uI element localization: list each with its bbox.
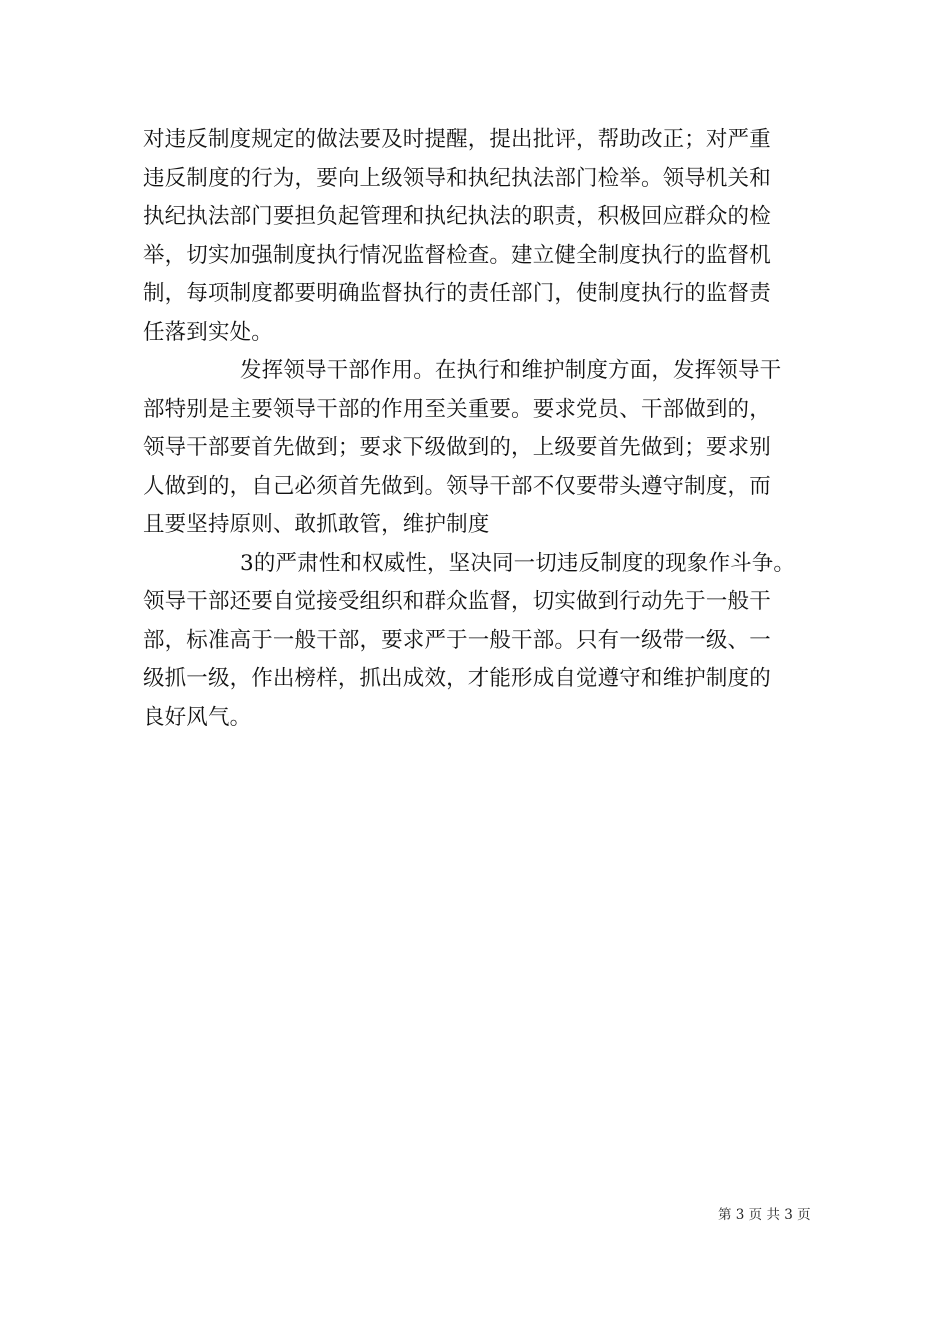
text-line: 执纪执法部门要担负起管理和执纪执法的职责，积极回应群众的检 <box>143 204 771 229</box>
text-line: 级抓一级，作出榜样，抓出成效，才能形成自觉遵守和维护制度的 <box>143 666 771 691</box>
body-text <box>143 121 813 737</box>
text-line: 且要坚持原则、敢抓敢管，维护制度 <box>143 512 490 537</box>
text-line: 任落到实处。 <box>143 319 273 345</box>
text-line: 人做到的，自己必须首先做到。领导干部不仅要带头遵守制度，而 <box>143 473 771 499</box>
text-line: 举，切实加强制度执行情况监督检查。建立健全制度执行的监督机 <box>143 242 771 268</box>
text-line: 违反制度的行为，要向上级领导和执纪执法部门检举。领导机关和 <box>143 165 771 191</box>
text-line: 领导干部还要自觉接受组织和群众监督，切实做到行动先于一般干 <box>143 589 771 614</box>
text-line: 领导干部要首先做到；要求下级做到的，上级要首先做到；要求别 <box>143 435 771 460</box>
text-line: 制，每项制度都要明确监督执行的责任部门，使制度执行的监督责 <box>143 281 771 306</box>
paragraph-start-line: 发挥领导干部作用。在执行和维护制度方面，发挥领导干 <box>240 358 782 383</box>
page-number-footer: 第 3 页 共 3 页 <box>718 1207 811 1223</box>
text-line: 对违反制度规定的做法要及时提醒，提出批评，帮助改正；对严重 <box>143 127 771 152</box>
paragraph-start-line: 3的严肃性和权威性，坚决同一切违反制度的现象作斗争。 <box>240 550 796 576</box>
text-line: 良好风气。 <box>143 704 252 730</box>
text-line: 部特别是主要领导干部的作用至关重要。要求党员、干部做到的， <box>143 396 771 422</box>
text-line: 部，标准高于一般干部，要求严于一般干部。只有一级带一级、一 <box>143 627 771 653</box>
